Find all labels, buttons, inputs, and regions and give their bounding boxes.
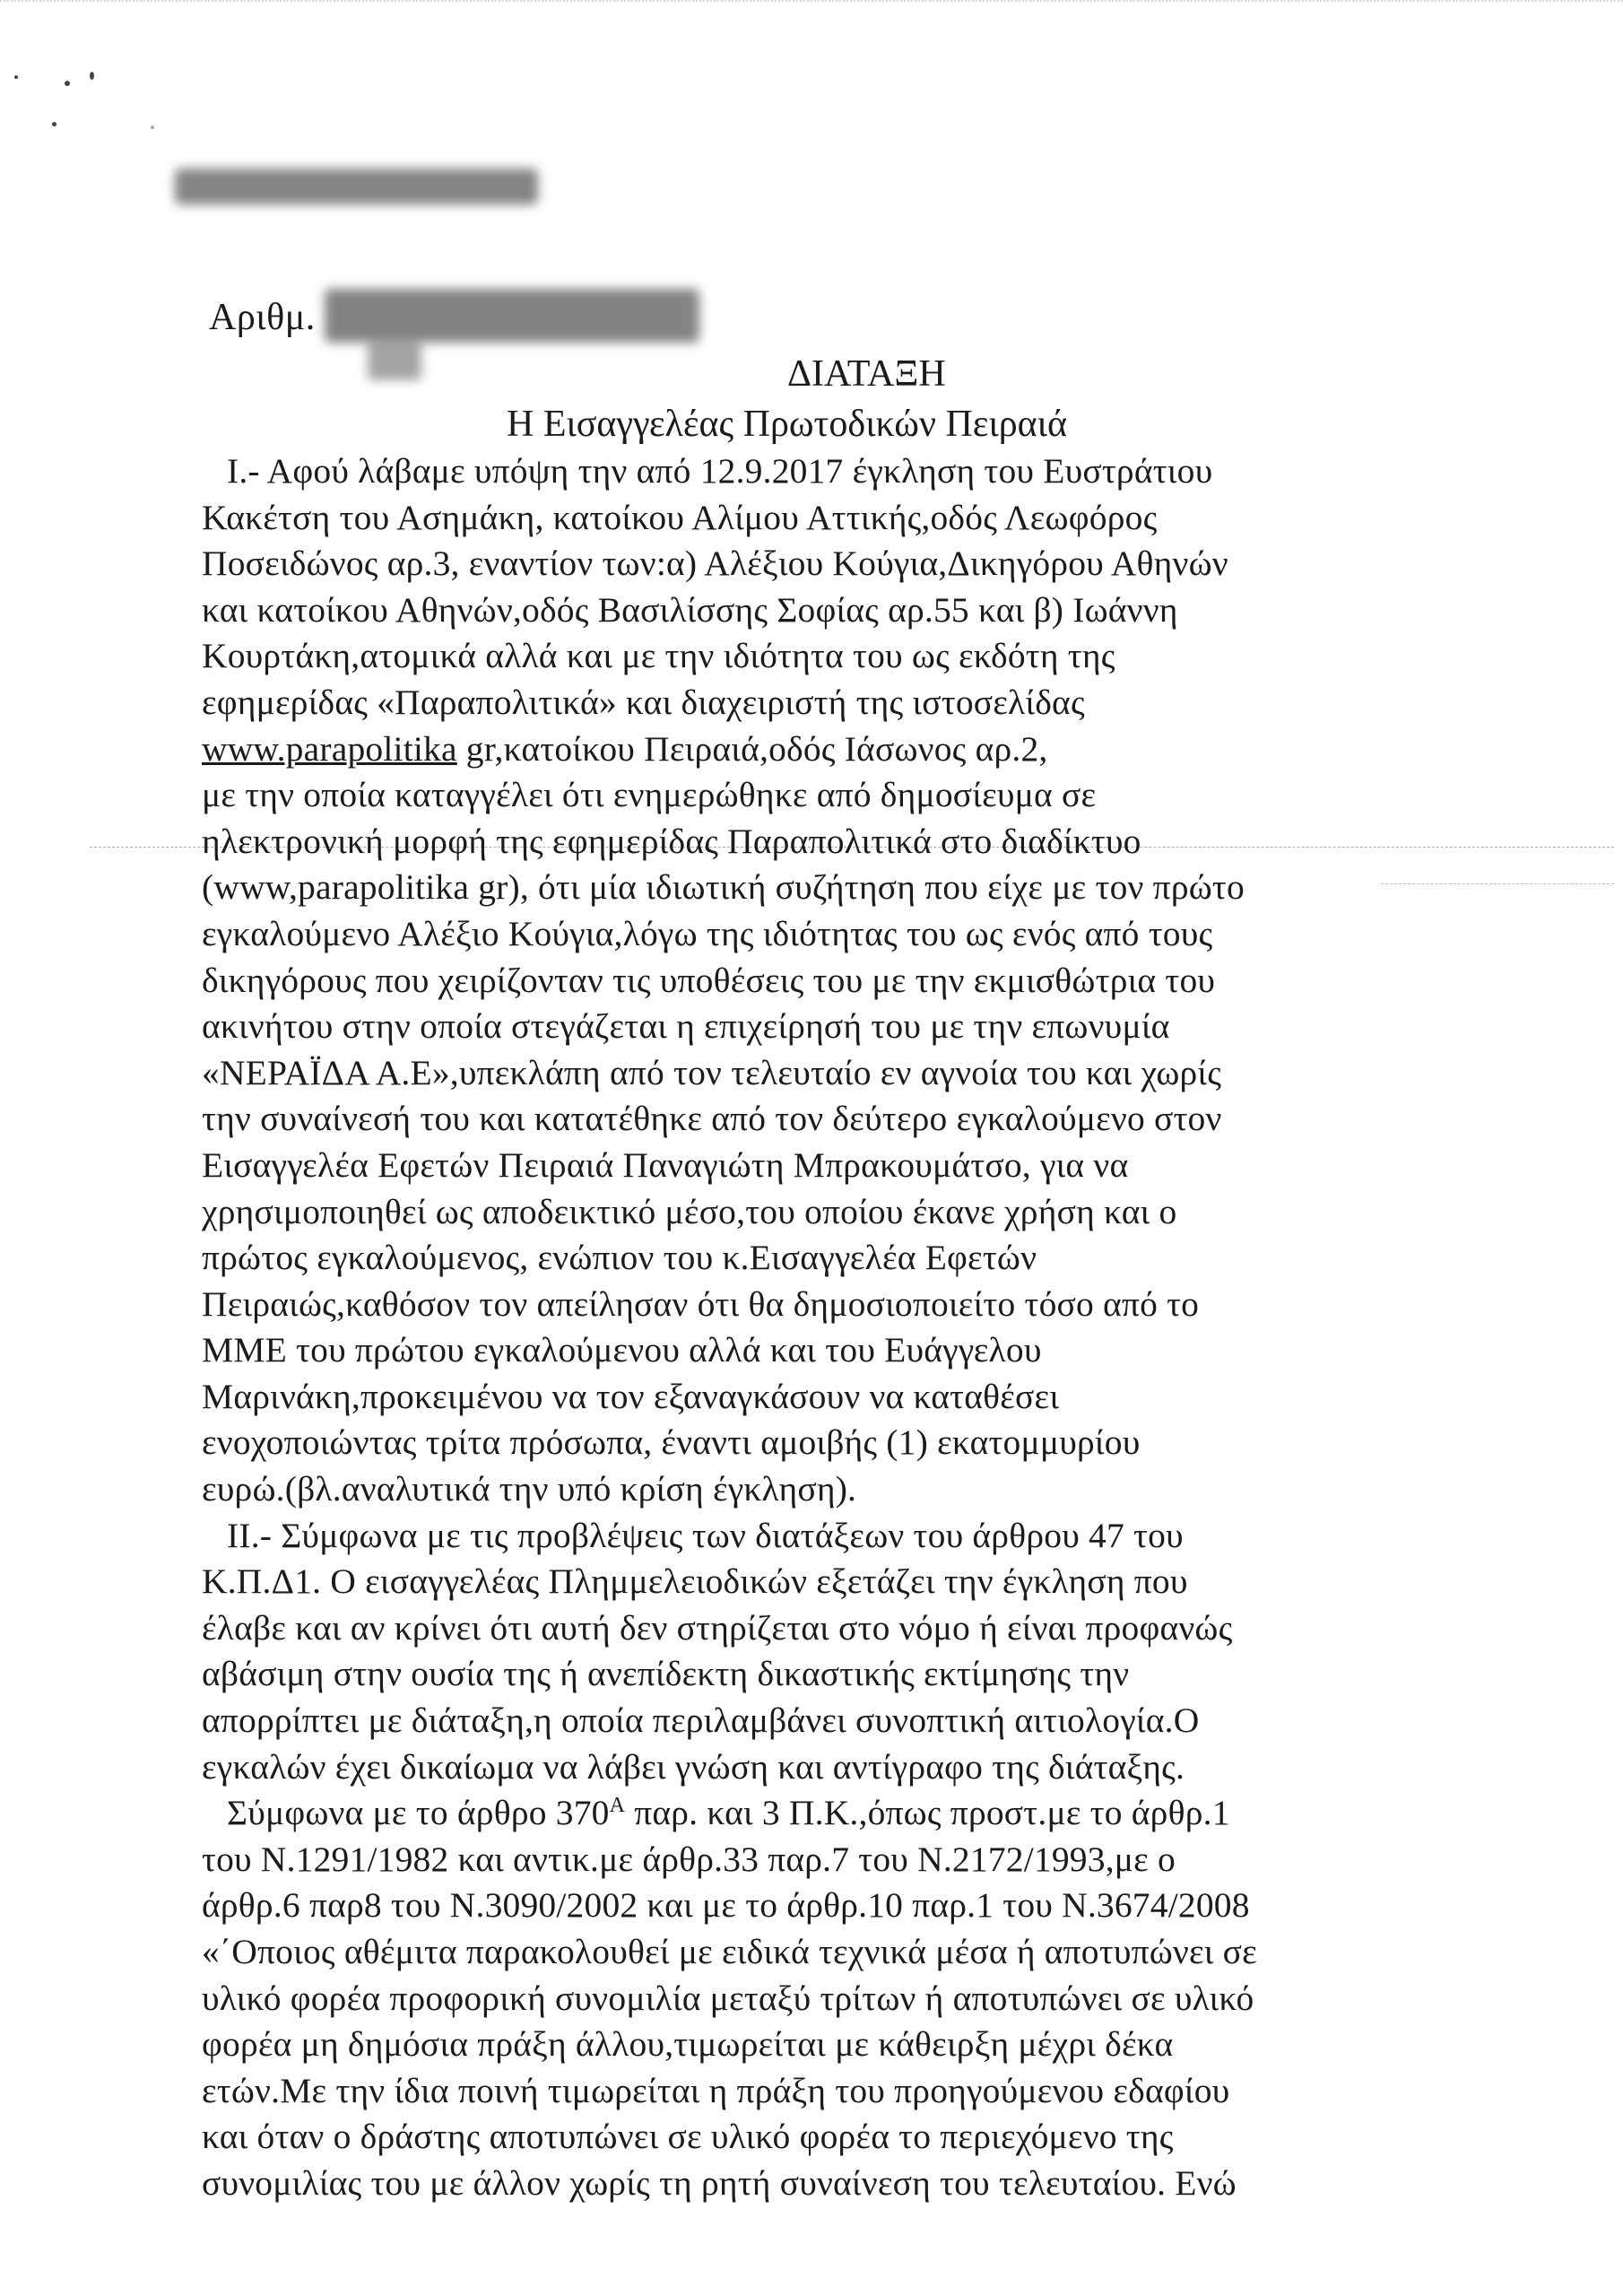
body-line (202, 1282, 1403, 1328)
body-line (202, 726, 1403, 773)
body-line (202, 2114, 1403, 2161)
underlined-url: www.parapolitika (202, 728, 457, 769)
body-line-text: άρθρ.6 παρ8 του Ν.3090/2002 και με το άρθρ.10 παρ.1 του Ν.3674/2008 (202, 1885, 1250, 1926)
redacted-reference-number (325, 289, 699, 343)
body-line-text: Ποσειδώνος αρ.3, εναντίον των:α) Αλέξιου Κούγια,Δικηγόρου Αθηνών (202, 544, 1228, 584)
body-line-text: πρώτος εγκαλούμενος, ενώπιον του κ.Εισαγγελέα Εφετών (202, 1238, 1037, 1278)
body-line (202, 1744, 1403, 1791)
body-line-text: Μαρινάκη,προκειμένου να τον εξαναγκάσουν να καταθέσει (202, 1376, 1060, 1416)
body-line (202, 865, 1403, 911)
body-line (202, 1605, 1403, 1652)
body-line (202, 911, 1403, 958)
scan-speck (14, 75, 18, 79)
body-line-text: αβάσιμη στην ουσία της ή ανεπίδεκτη δικαστικής εκτίμησης την (202, 1654, 1130, 1694)
body-line-text: Κουρτάκη,ατομικά αλλά και με την ιδιότητα του ως εκδότη της (202, 636, 1115, 676)
body-line (202, 1004, 1403, 1050)
body-line-text: gr,κατοίκου Πειραιά,οδός Ιάσωνος αρ.2, (456, 728, 1048, 769)
body-line-text: συνομιλίας του με άλλον χωρίς τη ρητή συναίνεση του τελευταίου. Ενώ (202, 2162, 1237, 2203)
body-line (202, 633, 1403, 680)
body-line (202, 1235, 1403, 1282)
body-line-text: ευρώ.(βλ.αναλυτικά την υπό κρίση έγκληση). (202, 1469, 857, 1509)
body-line (202, 1050, 1403, 1097)
body-line (202, 1883, 1403, 1929)
body-line (202, 1143, 1403, 1189)
body-line (202, 1698, 1403, 1744)
body-line (202, 1327, 1403, 1374)
body-line (202, 1929, 1403, 1976)
body-line-text: του Ν.1291/1982 και αντικ.με άρθρ.33 παρ.7 του Ν.2172/1993,με ο (202, 1839, 1176, 1879)
body-line-text: με την οποία καταγγέλει ότι ενημερώθηκε από δημοσίευμα σε (202, 775, 1097, 815)
body-line (202, 958, 1403, 1004)
reference-label: Αριθμ. (209, 297, 316, 338)
body-line-text: εγκαλούμενο Αλέξιο Κούγια,λόγω της ιδιότητας του ως ενός από τους (202, 913, 1213, 953)
scan-speck (52, 122, 56, 126)
body-line (202, 772, 1403, 819)
body-line-text: παρ. και 3 Π.Κ.,όπως προστ.με το άρθρ.1 (625, 1793, 1230, 1833)
body-line-text: «ΝΕΡΑΪΔΑ Α.Ε»,υπεκλάπη από τον τελευταίο εν αγνοία του και χωρίς (202, 1052, 1222, 1092)
scan-speck (90, 72, 94, 80)
body-line-text: ακινήτου στην οποία στεγάζεται η επιχείρησή του με την επωνυμία (202, 1006, 1170, 1047)
body-line-text: ηλεκτρονική μορφή της εφημερίδας Παραπολιτικά στο διαδίκτυο (202, 821, 1141, 861)
body-line-text: εφημερίδας «Παραπολιτικά» και διαχειριστή της ιστοσελίδας (202, 682, 1085, 722)
scan-artifact-top (0, 0, 1623, 14)
body-line (202, 1651, 1403, 1698)
body-line-text: Κ.Π.Δ1. Ο εισαγγελέας Πλημμελειοδικών εξετάζει την έγκληση που (202, 1561, 1188, 1602)
scan-speck (151, 126, 154, 129)
body-line (202, 448, 1403, 495)
body-line-text: δικηγόρους που χειρίζονταν τις υποθέσεις του με την εκμισθώτρια του (202, 960, 1216, 1000)
body-line-text: την συναίνεσή του και κατατέθηκε από τον δεύτερο εγκαλούμενο στον (202, 1099, 1222, 1139)
body-line-text: χρησιμοποιηθεί ως αποδεικτικό μέσο,του οποίου έκανε χρήση και ο (202, 1191, 1177, 1231)
body-line (202, 1559, 1403, 1605)
body-line (202, 541, 1403, 587)
document-issuer: Η Εισαγγελέας Πρωτοδικών Πειραιά (507, 404, 1067, 445)
scan-speck (65, 81, 70, 86)
body-line (202, 1420, 1403, 1466)
body-line-text: Ι.- Αφού λάβαμε υπόψη την από 12.9.2017 έγκληση του Ευστράτιου (227, 451, 1213, 491)
body-line (202, 680, 1403, 726)
body-line-text: και κατοίκου Αθηνών,οδός Βασιλίσσης Σοφίας αρ.55 και β) Ιωάννη (202, 589, 1178, 630)
document-title: ΔΙΑΤΑΞΗ (787, 353, 946, 395)
body-line (202, 819, 1403, 865)
body-line (202, 1189, 1403, 1236)
body-line-text: έλαβε και αν κρίνει ότι αυτή δεν στηρίζεται στο νόμο ή είναι προφανώς (202, 1607, 1233, 1648)
scan-dashed-line (1381, 883, 1614, 884)
body-line-text: απορρίπτει με διάταξη,η οποία περιλαμβάνει συνοπτική αιτιολογία.Ο (202, 1700, 1200, 1741)
body-line-text: ενοχοποιώντας τρίτα πρόσωπα, έναντι αμοιβής (1) εκατομμυρίου (202, 1422, 1141, 1463)
body-line-text: Εισαγγελέα Εφετών Πειραιά Παναγιώτη Μπρακουμάτσο, για να (202, 1144, 1129, 1185)
body-line-text: εγκαλών έχει δικαίωμα να λάβει γνώση και αντίγραφο της διάταξης. (202, 1746, 1185, 1787)
body-line (202, 495, 1403, 542)
superscript: Α (609, 1794, 626, 1818)
body-line-text: ΜΜΕ του πρώτου εγκαλούμενου αλλά και του Ευάγγελου (202, 1330, 1042, 1370)
body-line-text: ΙΙ.- Σύμφωνα με τις προβλέψεις των διατάξεων του άρθρου 47 του (227, 1515, 1184, 1555)
body-line-text: Κακέτση του Ασημάκη, κατοίκου Αλίμου Αττικής,οδός Λεωφόρος (202, 497, 1158, 537)
body-line (202, 2068, 1403, 2115)
document-body (202, 448, 1403, 2207)
body-line-text: και όταν ο δράστης αποτυπώνει σε υλικό φορέα το περιεχόμενο της (202, 2117, 1174, 2157)
body-line-text: ετών.Με την ίδια ποινή τιμωρείται η πράξη του προηγούμενου εδαφίου (202, 2070, 1230, 2110)
body-line (202, 1976, 1403, 2022)
body-line-text: Σύμφωνα με το άρθρο 370 (227, 1793, 610, 1833)
body-line (202, 1096, 1403, 1143)
redacted-reference-number (368, 341, 421, 380)
body-line-text: υλικό φορέα προφορική συνομιλία μεταξύ τρίτων ή αποτυπώνει σε υλικό (202, 1978, 1254, 2018)
body-line (202, 1374, 1403, 1421)
body-line (202, 1837, 1403, 1883)
body-line-text: Πειραιώς,καθόσον τον απείλησαν ότι θα δημοσιοποιείτο τόσο από το (202, 1283, 1200, 1324)
body-line (202, 2022, 1403, 2068)
body-line (202, 1513, 1403, 1560)
body-line-text: «΄Οποιος αθέμιτα παρακολουθεί με ειδικά τεχνικά μέσα ή αποτυπώνει σε (202, 1932, 1257, 1971)
body-line (202, 1790, 1403, 1837)
body-line-text: (www,parapolitika gr), ότι μία ιδιωτική συζήτηση που είχε με τον πρώτο (202, 867, 1245, 908)
body-line (202, 1466, 1403, 1513)
body-line (202, 587, 1403, 634)
body-line (202, 2161, 1403, 2207)
redacted-header-number (175, 169, 538, 204)
body-line-text: φορέα μη δημόσια πράξη άλλου,τιμωρείται με κάθειρξη μέχρι δέκα (202, 2024, 1174, 2065)
